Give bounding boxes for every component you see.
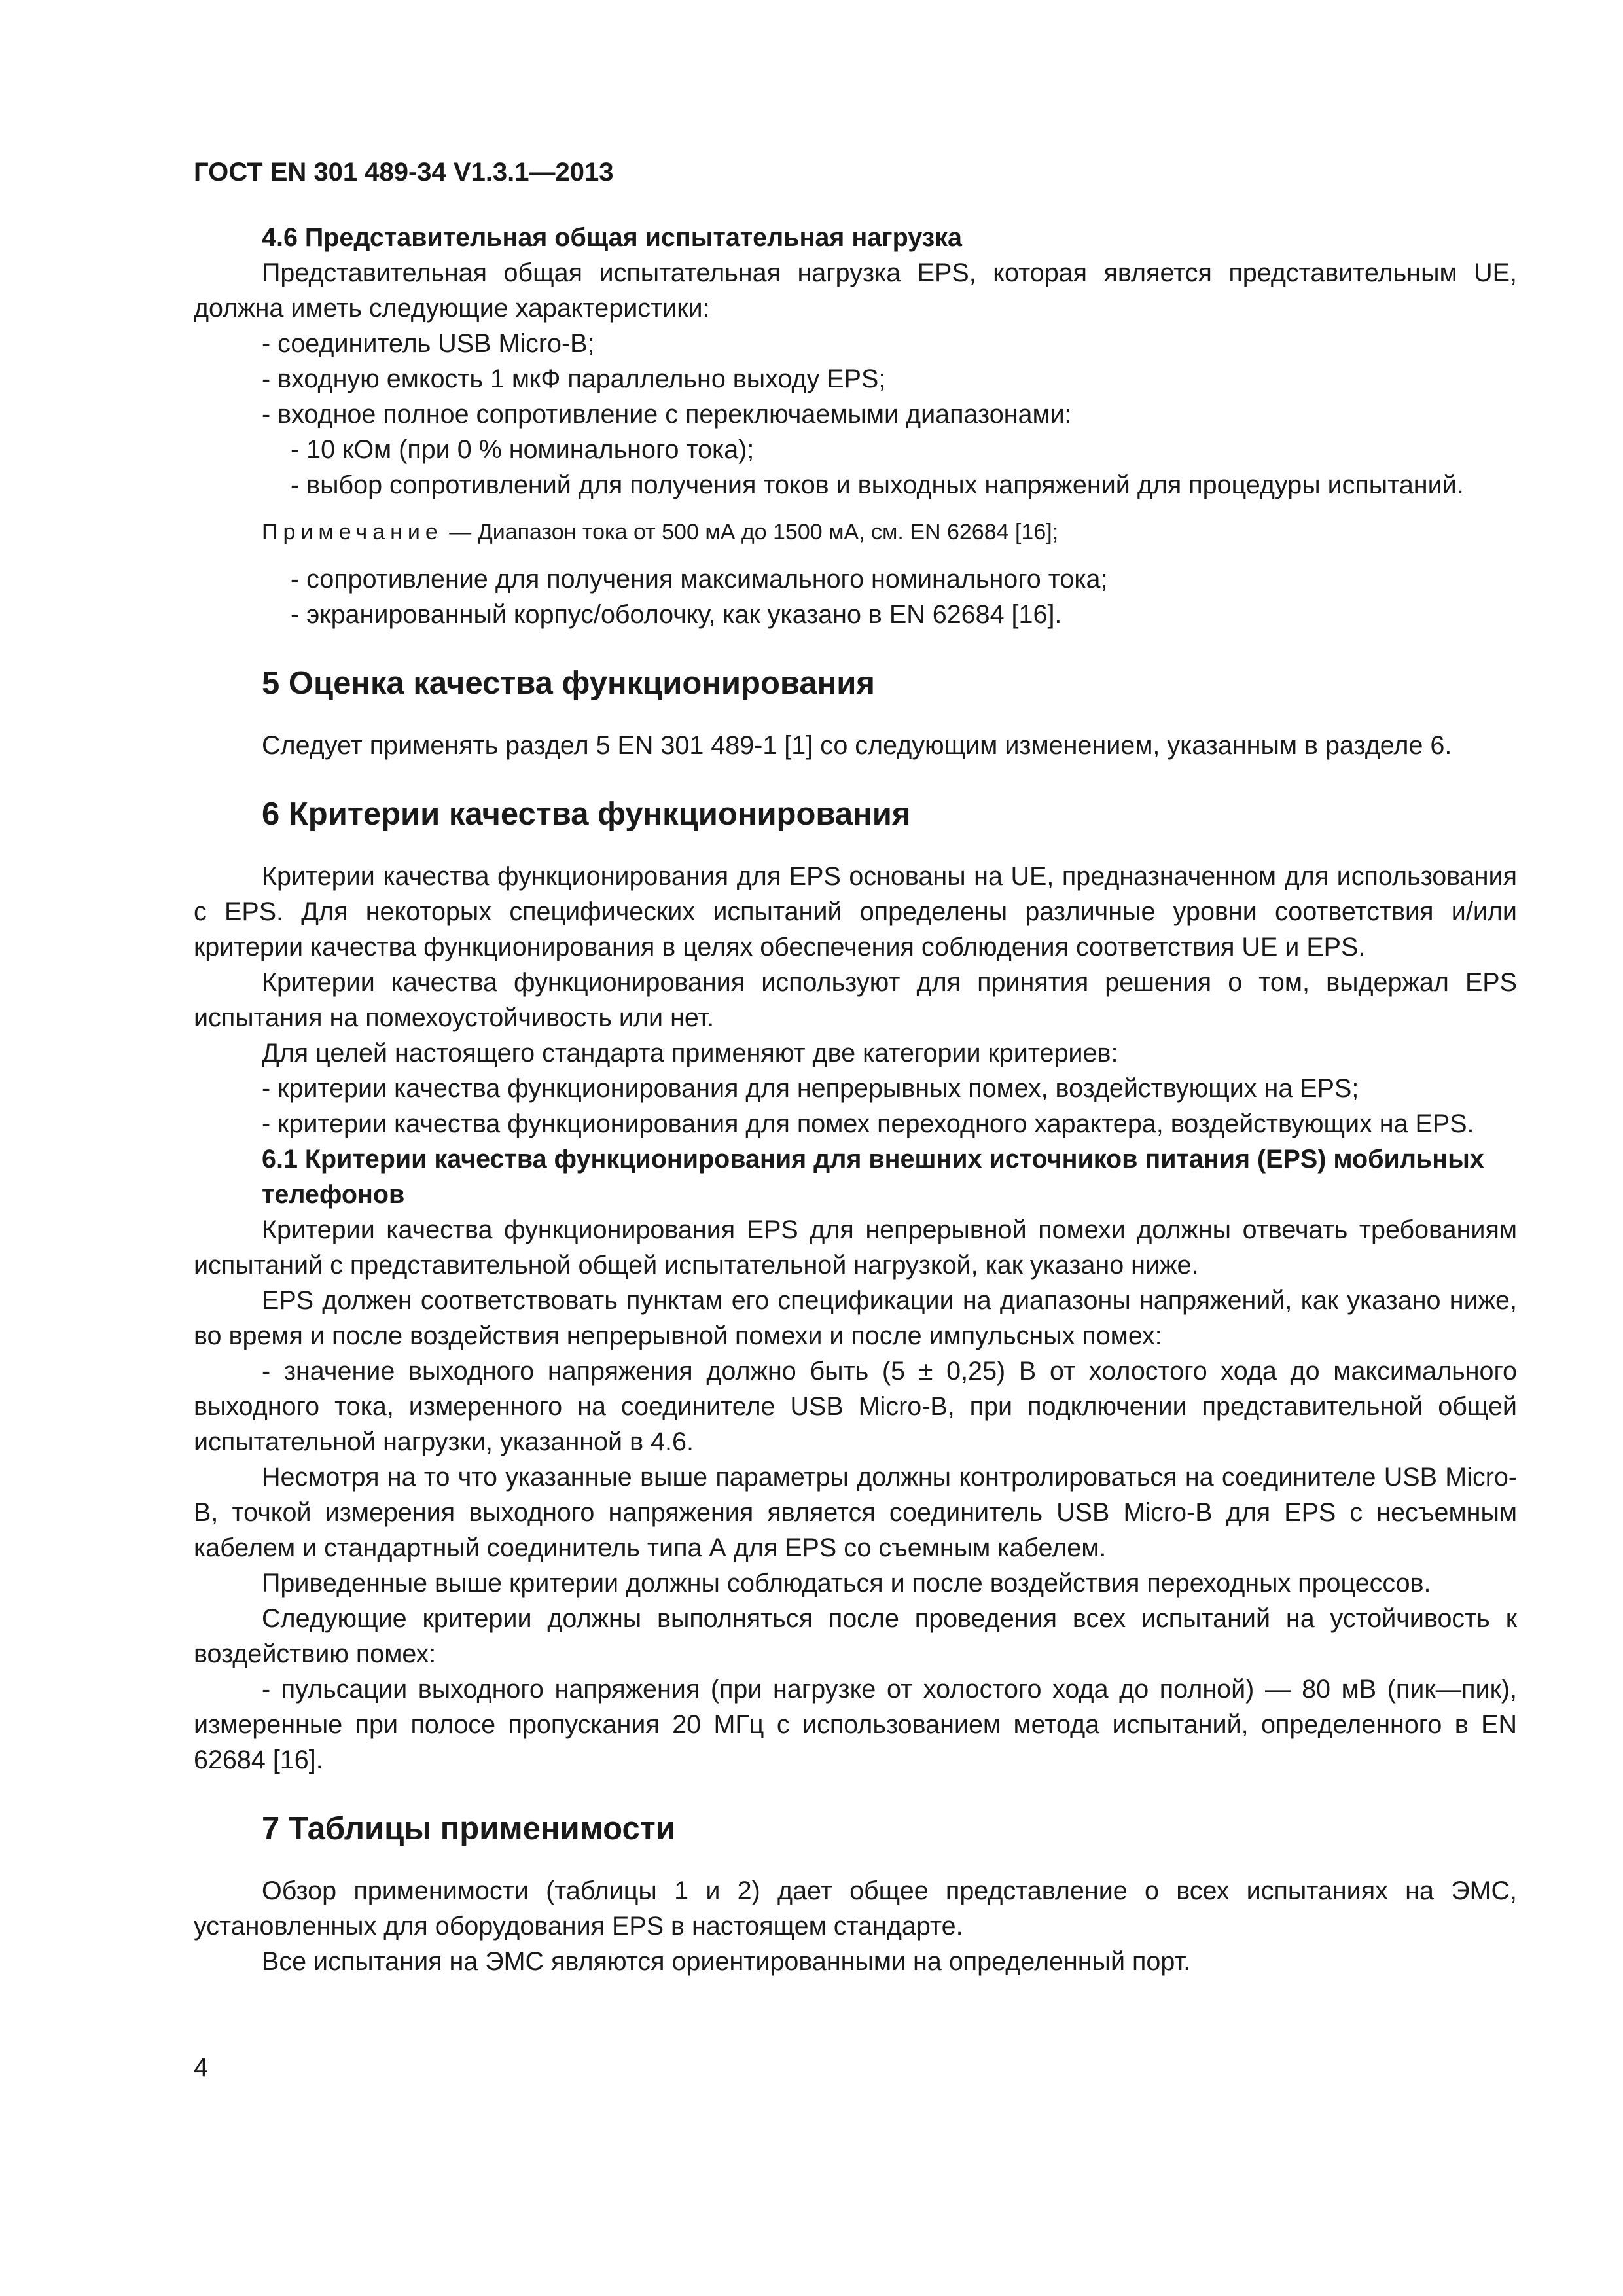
sub-list-item: - 10 кОм (при 0 % номинального тока);	[291, 435, 755, 464]
note-text: — Диапазон тока от 500 мА до 1500 мА, см. EN 62684 [16];	[442, 520, 1059, 545]
document-header: ГОСТ EN 301 489-34 V1.3.1—2013	[194, 158, 614, 187]
section-4-6	[194, 220, 1517, 632]
paragraph: - значение выходного напряжения должно быть (5 ± 0,25) В от холостого хода до максимального выходного тока, измеренного на соединителе USB Micro-B, при подключении представительной общей испытательной нагрузки, указанной в 4.6.	[194, 1357, 1517, 1456]
list-item: - входное полное сопротивление с переключаемыми диапазонами:	[262, 400, 1072, 429]
document-page	[194, 154, 1517, 1979]
paragraph: Критерии качества функционирования используют для принятия решения о том, выдержал EPS испытания на помехоустойчивость или нет.	[194, 968, 1517, 1032]
note-label: Примечание	[262, 520, 443, 545]
paragraph: Следует применять раздел 5 EN 301 489-1 [1] со следующим изменением, указанным в разделе 6.	[262, 731, 1452, 760]
paragraph: - пульсации выходного напряжения (при нагрузке от холостого хода до полной) — 80 мВ (пик—пик), измеренные при полосе пропускания 20 МГц с использованием метода испытаний, определенного в EN 62684 [16].	[194, 1675, 1517, 1774]
paragraph: Приведенные выше критерии должны соблюдаться и после воздействия переходных процессов.	[262, 1569, 1431, 1598]
section-5-title: 5 Оценка качества функционирования	[262, 666, 875, 701]
list-item: - входную емкость 1 мкФ параллельно выходу EPS;	[262, 365, 886, 393]
paragraph: Критерии качества функционирования для EPS основаны на UE, предназначенном для использования с EPS. Для некоторых специфических испытаний определены различные уровни соответствия и/или критерии качества функционирования в целях обеспечения соблюдения соответствия UE и EPS.	[194, 862, 1517, 961]
paragraph: Представительная общая испытательная нагрузка EPS, которая является представительным UE, должна иметь следующие характеристики:	[194, 259, 1517, 323]
paragraph: Следующие критерии должны выполняться после проведения всех испытаний на устойчивость к воздействию помех:	[194, 1604, 1517, 1668]
section-4-6-title: 4.6 Представительная общая испытательная нагрузка	[262, 223, 963, 252]
section-6-title: 6 Критерии качества функционирования	[262, 797, 911, 832]
paragraph: - критерии качества функционирования для помех переходного характера, воздействующих на EPS.	[262, 1109, 1474, 1138]
section-7	[194, 1809, 1517, 1979]
paragraph: Все испытания на ЭМС являются ориентированными на определенный порт.	[262, 1947, 1191, 1976]
sub-list-item: - выбор сопротивлений для получения токов и выходных напряжений для процедуры испытаний.	[291, 471, 1464, 499]
page-number: 4	[194, 2053, 208, 2082]
sub-list-item: - сопротивление для получения максимального номинального тока;	[291, 565, 1108, 594]
section-6-1-title: 6.1 Критерии качества функционирования для внешних источников питания (EPS) мобильных телефонов	[262, 1145, 1484, 1209]
paragraph: EPS должен соответствовать пунктам его спецификации на диапазоны напряжений, как указано ниже, во время и после воздействия непрерывной помехи и после импульсных помех:	[194, 1286, 1517, 1350]
paragraph: Критерии качества функционирования EPS для непрерывной помехи должны отвечать требованиям испытаний с представительной общей испытательной нагрузкой, как указано ниже.	[194, 1215, 1517, 1280]
paragraph: Обзор применимости (таблицы 1 и 2) дает общее представление о всех испытаниях на ЭМС, установленных для оборудования EPS в настоящем стандарте.	[194, 1876, 1517, 1941]
note	[194, 514, 1517, 550]
paragraph: Для целей настоящего стандарта применяют две категории критериев:	[262, 1039, 1118, 1067]
paragraph: Несмотря на то что указанные выше параметры должны контролироваться на соединителе USB Micro-B, точкой измерения выходного напряжения является соединитель USB Micro-B для EPS с несъемным кабелем и стандартный соединитель типа А для EPS со съемным кабелем.	[194, 1463, 1517, 1562]
sub-list-item: - экранированный корпус/оболочку, как указано в EN 62684 [16].	[291, 600, 1062, 629]
section-5	[194, 664, 1517, 763]
list-item: - соединитель USB Micro-B;	[262, 329, 595, 358]
section-6	[194, 795, 1517, 1778]
paragraph: - критерии качества функционирования для непрерывных помех, воздействующих на EPS;	[262, 1074, 1359, 1103]
section-7-title: 7 Таблицы применимости	[262, 1811, 675, 1846]
